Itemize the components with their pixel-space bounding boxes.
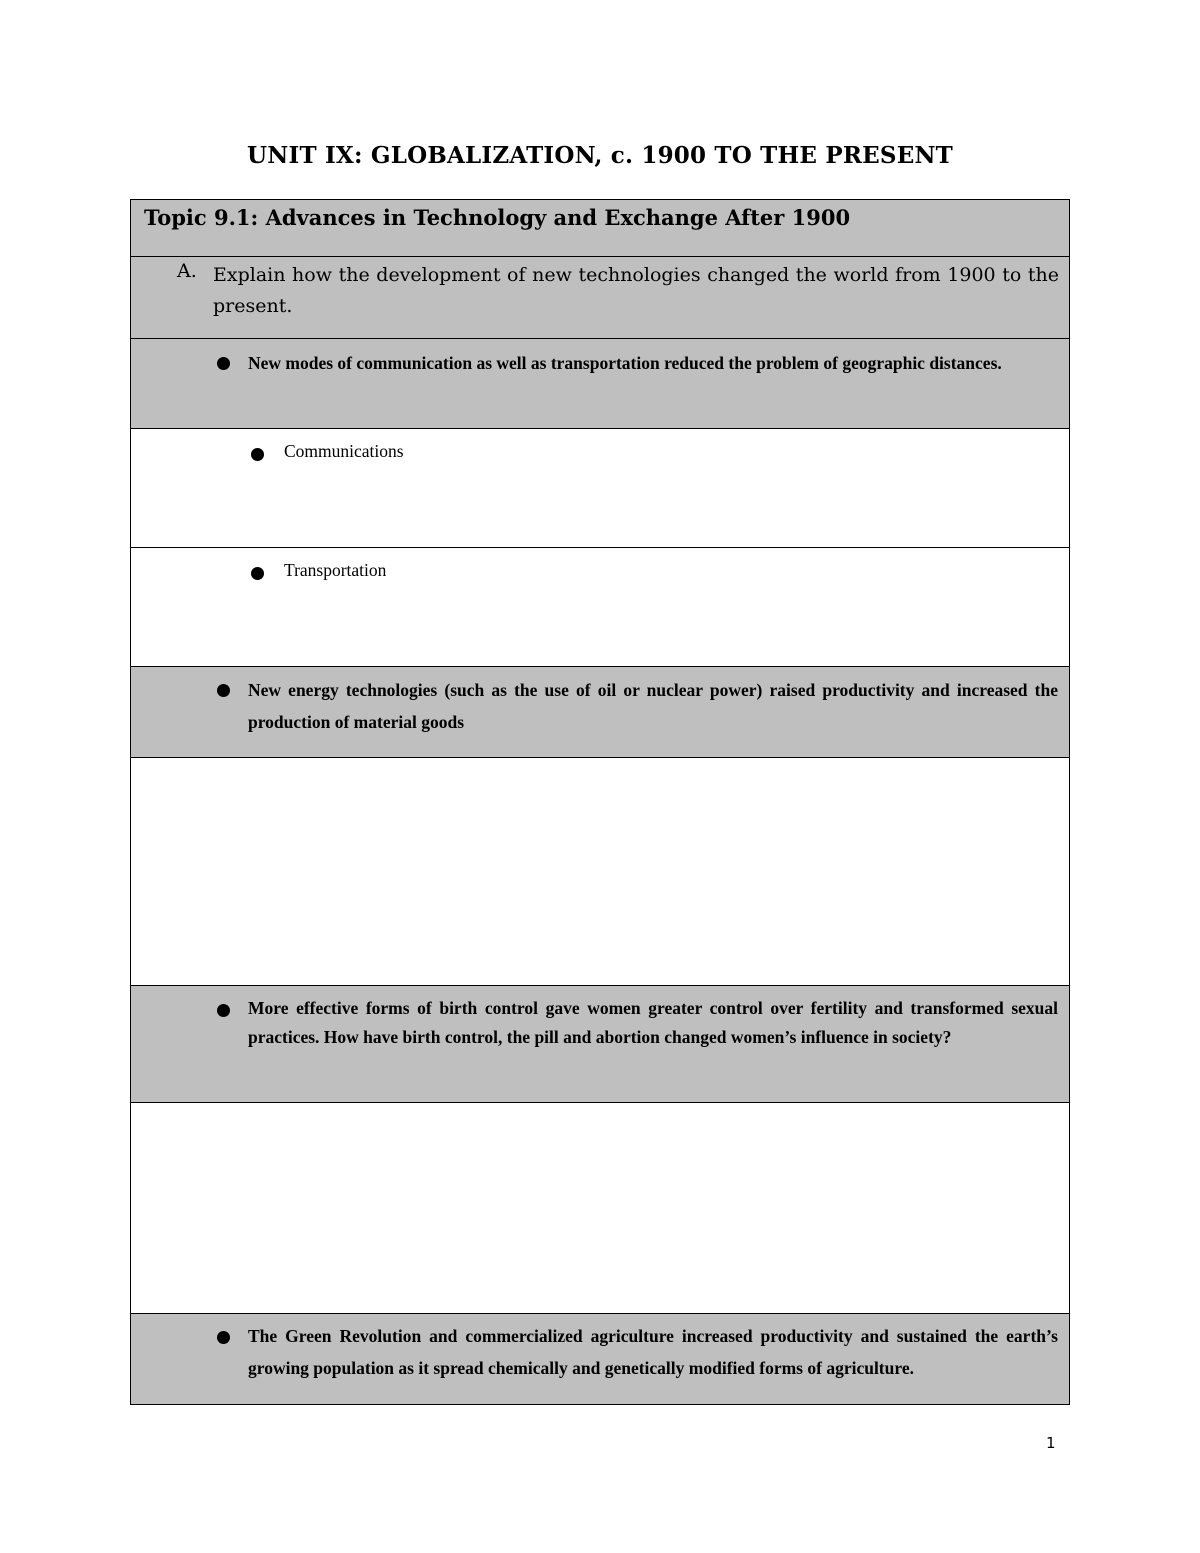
- page-number: 1: [1046, 1434, 1056, 1452]
- page-title: UNIT IX: GLOBALIZATION, c. 1900 TO THE PRESENT: [247, 142, 953, 169]
- bullet-icon: [251, 448, 264, 461]
- bullet-icon: [217, 1004, 230, 1017]
- sub-bullet-label: Communications: [284, 441, 404, 461]
- bullet-text: More effective forms of birth control gave women greater control over fertility and transformed sexual practices. How have birth control, the pill and abortion changed women’s influence in society?: [248, 998, 1058, 1047]
- topic-title: Topic 9.1: Advances in Technology and Exchange After 1900: [144, 205, 851, 230]
- bullet-icon: [251, 567, 264, 580]
- bullet-text: New energy technologies (such as the use of oil or nuclear power) raised productivity and increased the production of material goods: [248, 680, 1058, 732]
- bullet-icon: [217, 684, 230, 697]
- learning-objective-text: Explain how the development of new technologies changed the world from 1900 to the present.: [213, 264, 1059, 317]
- learning-objective-row: [131, 257, 1069, 339]
- answer-row-energy[interactable]: [131, 758, 1069, 986]
- topic-header-row: [131, 200, 1069, 257]
- bullet-row-communication-transportation: [131, 339, 1069, 429]
- answer-row-transportation[interactable]: [131, 548, 1069, 667]
- bullet-row-green-revolution: [131, 1314, 1069, 1404]
- answer-row-communications[interactable]: [131, 429, 1069, 548]
- bullet-icon: [217, 357, 230, 370]
- notes-table: [130, 199, 1070, 1405]
- bullet-row-birth-control: [131, 986, 1069, 1103]
- answer-row-birth-control[interactable]: [131, 1103, 1069, 1314]
- bullet-icon: [217, 1331, 230, 1344]
- bullet-row-energy: [131, 667, 1069, 758]
- bullet-text: New modes of communication as well as transportation reduced the problem of geographic distances.: [248, 353, 1002, 373]
- bullet-text: The Green Revolution and commercialized agriculture increased productivity and sustained the earth’s growing population as it spread chemically and genetically modified forms of agriculture.: [248, 1326, 1058, 1378]
- sub-bullet-label: Transportation: [284, 560, 387, 580]
- learning-objective-marker: A.: [177, 260, 197, 282]
